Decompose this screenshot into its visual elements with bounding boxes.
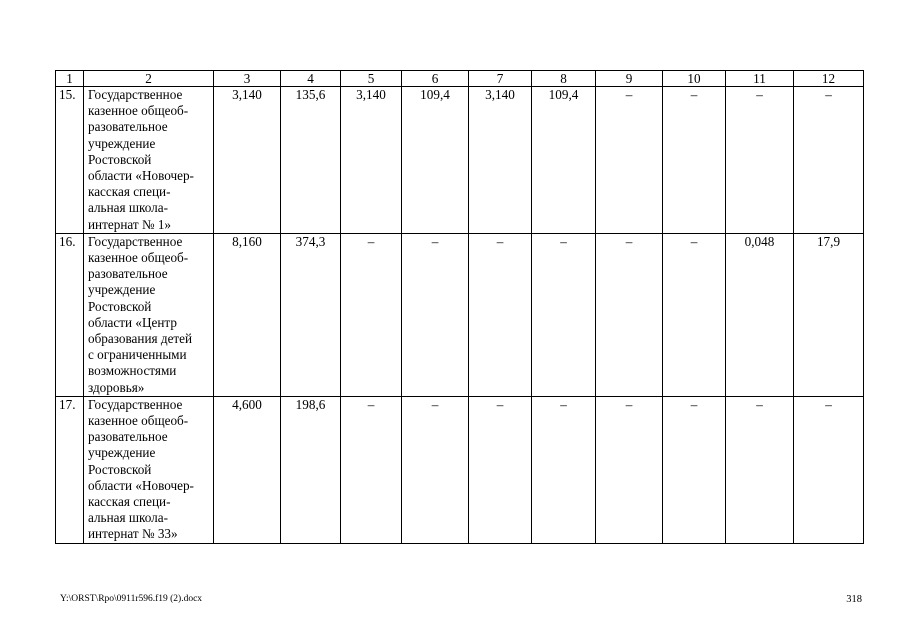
row-number: 16.	[56, 233, 84, 396]
institution-name	[84, 396, 214, 543]
institution-name-line: Ростовской	[88, 461, 152, 477]
table-cell: 3,140	[469, 87, 532, 234]
institution-name-line: альная школа-	[88, 510, 168, 526]
institution-name-line: казенное общеоб-	[88, 413, 189, 429]
institution-name	[84, 233, 214, 396]
table-cell: –	[663, 233, 726, 396]
institution-name-line: казенное общеоб-	[88, 103, 189, 119]
table-row	[56, 87, 864, 234]
institution-name-line: касская специ-	[88, 494, 171, 510]
institution-name-line: учреждение	[88, 282, 156, 298]
table-cell: –	[794, 87, 864, 234]
table-cell: 109,4	[402, 87, 469, 234]
institution-name-line: учреждение	[88, 135, 156, 151]
table-cell: 3,140	[214, 87, 281, 234]
column-header: 2	[84, 71, 214, 87]
table-cell: –	[596, 87, 663, 234]
institution-name-line: учреждение	[88, 445, 156, 461]
institution-name-line: Государственное	[88, 396, 183, 412]
column-header: 6	[402, 71, 469, 87]
column-header: 3	[214, 71, 281, 87]
row-number: 15.	[56, 87, 84, 234]
header-row	[56, 71, 864, 87]
page-number: 318	[846, 594, 862, 605]
table-cell: 0,048	[726, 233, 794, 396]
column-header: 1	[56, 71, 84, 87]
institution-name-line: образования детей	[88, 331, 193, 347]
institution-name-line: области «Центр	[88, 314, 177, 330]
table-cell: 198,6	[281, 396, 341, 543]
table-cell: –	[726, 87, 794, 234]
table-cell: –	[663, 87, 726, 234]
column-header: 5	[341, 71, 402, 87]
table-cell: –	[596, 396, 663, 543]
table-cell: –	[402, 396, 469, 543]
institution-name-line: здоровья»	[88, 379, 145, 395]
table-cell: 135,6	[281, 87, 341, 234]
table-cell: –	[402, 233, 469, 396]
table-cell: –	[532, 396, 596, 543]
table-cell: –	[341, 233, 402, 396]
column-header: 7	[469, 71, 532, 87]
institution-name-line: Государственное	[88, 233, 183, 249]
table-cell: 374,3	[281, 233, 341, 396]
table-cell: –	[596, 233, 663, 396]
table-cell: 109,4	[532, 87, 596, 234]
table-cell: –	[663, 396, 726, 543]
institution-name	[84, 87, 214, 234]
table-cell: –	[341, 396, 402, 543]
column-header: 4	[281, 71, 341, 87]
institution-name-line: Ростовской	[88, 298, 152, 314]
institution-name-line: интернат № 1»	[88, 216, 172, 232]
institution-name-line: с ограниченными	[88, 347, 187, 363]
table-cell: –	[469, 233, 532, 396]
column-header: 8	[532, 71, 596, 87]
column-header: 10	[663, 71, 726, 87]
table-cell: 4,600	[214, 396, 281, 543]
data-table	[55, 70, 864, 544]
row-number: 17.	[56, 396, 84, 543]
institution-name-line: Ростовской	[88, 151, 152, 167]
institution-name-line: Государственное	[88, 87, 183, 102]
institution-name-line: интернат № 33»	[88, 526, 178, 542]
table-row	[56, 233, 864, 396]
table-cell: –	[469, 396, 532, 543]
table-cell: 8,160	[214, 233, 281, 396]
table-cell: –	[794, 396, 864, 543]
column-header: 9	[596, 71, 663, 87]
institution-name-line: казенное общеоб-	[88, 250, 189, 266]
institution-name-line: разовательное	[88, 266, 168, 282]
institution-name-line: касская специ-	[88, 184, 171, 200]
table-row	[56, 396, 864, 543]
table-cell: 17,9	[794, 233, 864, 396]
institution-name-line: разовательное	[88, 429, 168, 445]
table-cell: 3,140	[341, 87, 402, 234]
institution-name-line: возможностями	[88, 363, 177, 379]
column-header: 11	[726, 71, 794, 87]
institution-name-line: области «Новочер-	[88, 168, 194, 184]
footer-file-path: Y:\ORST\Rpo\0911r596.f19 (2).docx	[60, 594, 203, 604]
column-header: 12	[794, 71, 864, 87]
table-cell: –	[726, 396, 794, 543]
institution-name-line: альная школа-	[88, 200, 168, 216]
institution-name-line: области «Новочер-	[88, 477, 194, 493]
institution-name-line: разовательное	[88, 119, 168, 135]
table-cell: –	[532, 233, 596, 396]
